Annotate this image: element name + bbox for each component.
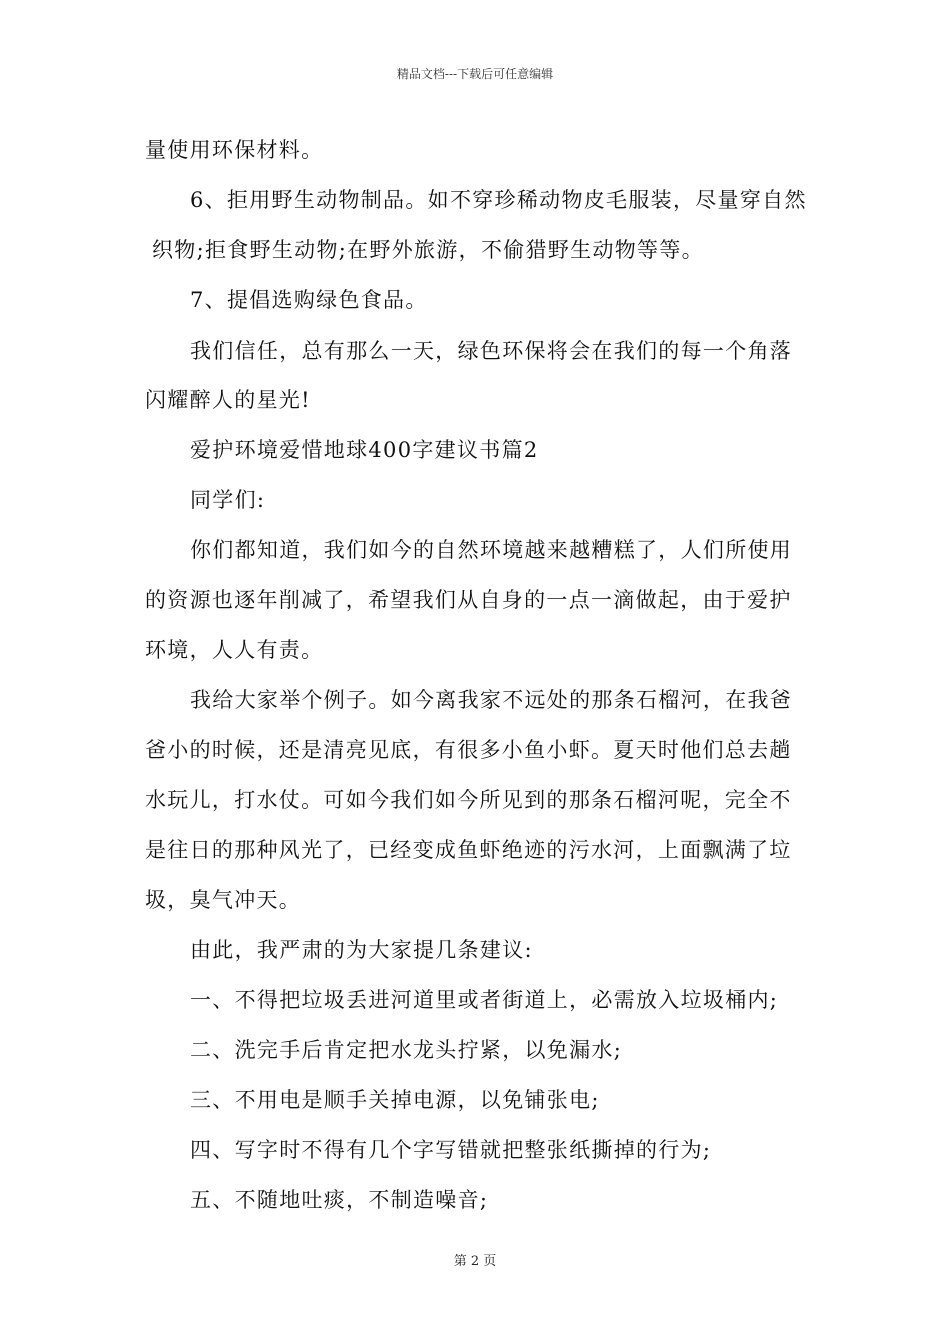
suggestion-item: 四、写字时不得有几个字写错就把整张纸撕掉的行为; [190,1138,712,1162]
body-line: 是往日的那种风光了，已经变成鱼虾绝迹的污水河，上面飘满了垃 [145,838,792,862]
body-line: 我给大家举个例子。如今离我家不远处的那条石榴河，在我爸 [190,688,793,712]
body-line: 我们信任，总有那么一天，绿色环保将会在我们的每一个角落 [190,339,793,363]
body-line: 由此，我严肃的为大家提几条建议: [190,938,533,962]
body-line: 你们都知道，我们如今的自然环境越来越糟糕了，人们所使用 [190,538,793,562]
suggestion-item: 五、不随地吐痰，不制造噪音; [190,1188,489,1212]
body-line: 织物;拒食野生动物;在野外旅游，不偷猎野生动物等等。 [152,238,704,262]
body-line: 水玩儿，打水仗。可如今我们如今所见到的那条石榴河呢，完全不 [145,788,792,812]
body-line: 的资源也逐年削减了，希望我们从自身的一点一滴做起，由于爱护 [145,588,792,612]
body-line: 量使用环保材料。 [145,138,324,162]
body-line: 环境，人人有责。 [145,638,324,662]
suggestion-item: 二、洗完手后肯定把水龙头拧紧，以免漏水; [190,1038,623,1062]
body-line: 6、拒用野生动物制品。如不穿珍稀动物皮毛服装，尽量穿自然 [190,188,807,212]
section-title: 爱护环境爱惜地球400字建议书篇2 [190,438,539,462]
body-line: 爸小的时候，还是清亮见底，有很多小鱼小虾。夏天时他们总去趟 [145,738,792,762]
body-line: 7、提倡选购绿色食品。 [190,288,428,312]
suggestion-item: 三、不用电是顺手关掉电源，以免铺张电; [190,1088,600,1112]
body-line: 圾，臭气冲天。 [145,888,302,912]
body-line: 闪耀醉人的星光! [145,388,311,412]
salutation: 同学们: [190,488,266,512]
page-number: 第 2 页 [453,1254,497,1269]
page-header: 精品文档---下载后可任意编辑 [396,67,554,81]
suggestion-item: 一、不得把垃圾丢进河道里或者街道上，必需放入垃圾桶内; [190,988,779,1012]
